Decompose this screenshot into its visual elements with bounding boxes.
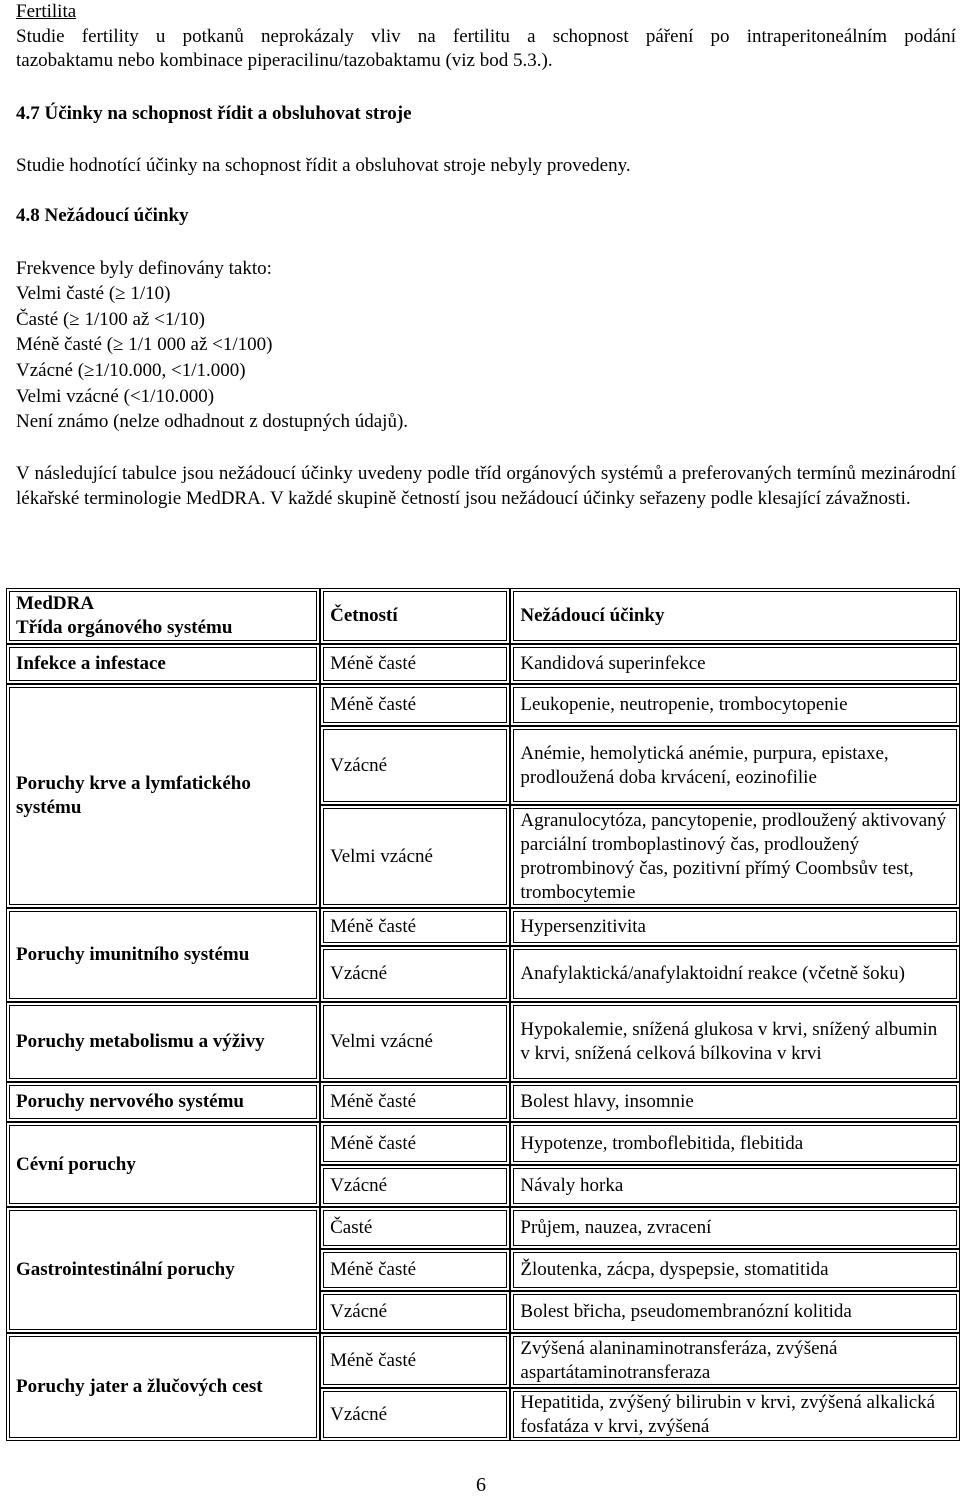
frequency-very-common: Velmi časté (≥ 1/10) — [16, 283, 171, 304]
adverse-effects-table — [6, 588, 960, 1441]
frequency-cell: Méně časté — [320, 1249, 510, 1291]
frequency-cell: Vzácné — [320, 1388, 510, 1441]
effect-cell: Kandidová superinfekce — [510, 644, 960, 684]
frequency-cell: Méně časté — [320, 644, 510, 684]
fertility-text-line2: tazobaktamu nebo kombinace piperacilinu/tazobaktamu (viz bod 5.3.). — [16, 50, 553, 71]
table-row — [6, 908, 960, 946]
header-effects: Nežádoucí účinky — [510, 588, 960, 644]
fertility-text-line1: Studie fertility u potkanů neprokázaly vliv na fertilitu a schopnost páření po intraperitoneálním podání — [16, 26, 956, 47]
table-row — [6, 1002, 960, 1082]
effect-cell: Bolest břicha, pseudomembranózní kolitida — [510, 1291, 960, 1333]
effect-cell: Hepatitida, zvýšený bilirubin v krvi, zvýšená alkalická fosfatáza v krvi, zvýšená — [510, 1388, 960, 1441]
section-4-7-heading: 4.7 Účinky na schopnost řídit a obsluhovat stroje — [16, 103, 412, 124]
table-row — [6, 1207, 960, 1249]
table-row — [6, 1122, 960, 1165]
frequency-cell: Méně časté — [320, 684, 510, 726]
frequency-uncommon: Méně časté (≥ 1/1 000 až <1/100) — [16, 334, 273, 355]
effect-cell: Zvýšená alaninaminotransferáza, zvýšená aspartátaminotransferaza — [510, 1333, 960, 1388]
header-frequency: Četností — [320, 588, 510, 644]
effect-cell: Leukopenie, neutropenie, trombocytopenie — [510, 684, 960, 726]
effect-cell: Návaly horka — [510, 1165, 960, 1207]
frequency-cell: Vzácné — [320, 1291, 510, 1333]
effect-cell: Anafylaktická/anafylaktoidní reakce (včetně šoku) — [510, 946, 960, 1002]
header-soc-line2: Třída orgánového systému — [16, 617, 233, 638]
soc-cell: Cévní poruchy — [6, 1122, 320, 1207]
frequency-common: Časté (≥ 1/100 až <1/10) — [16, 309, 205, 330]
frequency-cell: Méně časté — [320, 908, 510, 946]
frequency-cell: Vzácné — [320, 726, 510, 805]
frequency-cell: Vzácné — [320, 1165, 510, 1207]
soc-cell: Poruchy imunitního systému — [6, 908, 320, 1002]
frequency-unknown: Není známo (nelze odhadnout z dostupných údajů). — [16, 411, 409, 432]
frequency-rare: Vzácné (≥1/10.000, <1/1.000) — [16, 360, 246, 381]
soc-cell: Poruchy nervového systému — [6, 1082, 320, 1122]
effect-cell: Průjem, nauzea, zvracení — [510, 1207, 960, 1249]
soc-cell: Poruchy jater a žlučových cest — [6, 1333, 320, 1441]
header-soc — [6, 588, 320, 644]
table-row — [6, 644, 960, 684]
soc-cell: Poruchy krve a lymfatického systému — [6, 684, 320, 908]
frequency-cell: Časté — [320, 1207, 510, 1249]
table-row — [6, 684, 960, 726]
section-4-8-heading: 4.8 Nežádoucí účinky — [16, 205, 189, 226]
frequency-cell: Méně časté — [320, 1082, 510, 1122]
table-header-row — [6, 588, 960, 644]
soc-cell: Gastrointestinální poruchy — [6, 1207, 320, 1333]
effect-cell: Hypersenzitivita — [510, 908, 960, 946]
soc-cell: Infekce a infestace — [6, 644, 320, 684]
table-row — [6, 1333, 960, 1388]
page-number: 6 — [476, 1474, 486, 1496]
fertility-heading: Fertilita — [16, 1, 77, 22]
frequency-cell: Méně časté — [320, 1333, 510, 1388]
frequency-cell: Vzácné — [320, 946, 510, 1002]
effect-cell: Bolest hlavy, insomnie — [510, 1082, 960, 1122]
soc-cell: Poruchy metabolismu a výživy — [6, 1002, 320, 1082]
frequency-very-rare: Velmi vzácné (<1/10.000) — [16, 386, 215, 407]
frequency-cell: Velmi vzácné — [320, 1002, 510, 1082]
header-soc-line1: MedDRA — [16, 593, 95, 614]
effect-cell: Žloutenka, zácpa, dyspepsie, stomatitida — [510, 1249, 960, 1291]
frequency-cell: Méně časté — [320, 1122, 510, 1165]
section-4-7-text: Studie hodnotící účinky na schopnost řídit a obsluhovat stroje nebyly provedeny. — [16, 155, 631, 176]
table-intro-paragraph: V následující tabulce jsou nežádoucí účinky uvedeny podle tříd orgánových systémů a preferovaných termínů mezinárodní lékařské terminologie MedDRA. V každé skupině četností jsou nežádoucí účinky seřazeny podle klesající závažnosti. — [16, 463, 956, 509]
effect-cell: Hypokalemie, snížená glukosa v krvi, snížený albumin v krvi, snížená celková bílkovina v krvi — [510, 1002, 960, 1082]
table-row — [6, 1082, 960, 1122]
effect-cell: Agranulocytóza, pancytopenie, prodloužený aktivovaný parciální tromboplastinový čas, prodloužený protrombinový čas, pozitivní přímý Coombsův test, trombocytemie — [510, 805, 960, 908]
frequency-cell: Velmi vzácné — [320, 805, 510, 908]
effect-cell: Anémie, hemolytická anémie, purpura, epistaxe, prodloužená doba krvácení, eozinofilie — [510, 726, 960, 805]
effect-cell: Hypotenze, tromboflebitida, flebitida — [510, 1122, 960, 1165]
frequency-intro: Frekvence byly definovány takto: — [16, 258, 272, 279]
